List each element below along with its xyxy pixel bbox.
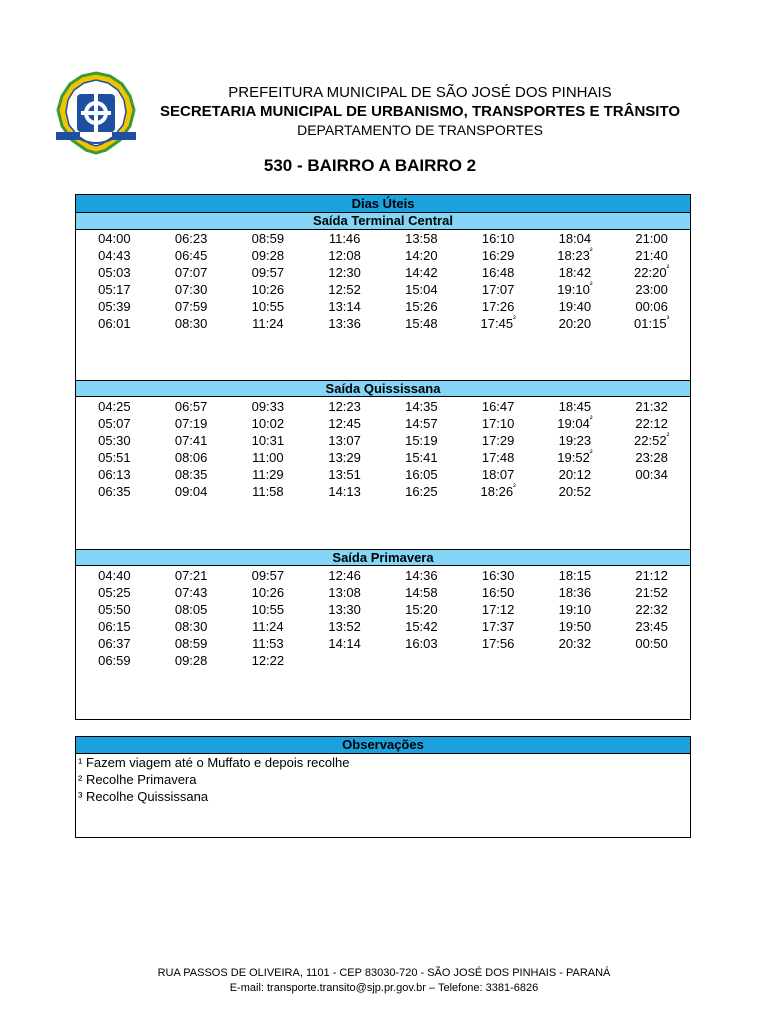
departure-time: 19:23	[558, 433, 592, 448]
departure-time: 18:04	[558, 231, 592, 246]
departure-time: 13:14	[328, 299, 361, 314]
departure-time: 09:57	[251, 568, 285, 583]
departure-time: 17:56	[481, 636, 515, 651]
departure-time: 13:07	[328, 433, 361, 448]
departure-time: 12:52	[328, 282, 361, 297]
departure-time: 13:51	[328, 467, 361, 482]
departure-time: 21:52	[635, 585, 668, 600]
departure-time: 11:24	[252, 316, 284, 331]
departures-grid-terminal-central	[76, 230, 690, 332]
departure-row	[76, 415, 690, 432]
departure-time	[306, 652, 383, 669]
departure-time: 21:40	[635, 248, 668, 263]
departure-time	[460, 652, 537, 669]
departure-time: 18:07	[481, 467, 515, 482]
departure-time: 17:12	[481, 602, 515, 617]
departure-time: 08:59	[251, 231, 285, 246]
departure-time: 06:23	[174, 231, 208, 246]
departure-row	[76, 449, 690, 466]
departure-time	[613, 483, 690, 500]
departure-row	[76, 432, 690, 449]
departure-time: 08:05	[174, 602, 208, 617]
departure-time: 12:22	[251, 653, 285, 668]
departure-time: 04:00	[98, 231, 131, 246]
departure-time: 04:43	[98, 248, 131, 263]
departure-time: 19:10	[558, 602, 592, 617]
departure-time: 07:21	[174, 568, 208, 583]
departure-time: 13:36	[328, 316, 361, 331]
departure-time: 09:57	[251, 265, 285, 280]
departure-time: 10:55	[251, 602, 285, 617]
departure-time: 08:30	[174, 619, 208, 634]
departure-time: 05:50	[98, 602, 131, 617]
departure-row	[76, 635, 690, 652]
departure-time: 16:47	[481, 399, 515, 414]
observation-item: ³ Recolhe Quississana	[78, 789, 209, 804]
departure-time: 20:32	[558, 636, 592, 651]
departure-time	[613, 652, 690, 669]
departure-time: 21:00	[635, 231, 668, 246]
departure-time: 11:00	[252, 450, 284, 465]
prefecture-name: PREFEITURA MUNICIPAL DE SÃO JOSÉ DOS PINHAIS	[228, 84, 612, 101]
departure-time: 13:58	[405, 231, 438, 246]
departure-time: 06:35	[98, 484, 131, 499]
departure-time: $18:26^{^2}$	[480, 482, 516, 499]
departure-time: 04:40	[98, 568, 131, 583]
departure-time: 07:59	[174, 299, 208, 314]
section-header-quississana: Saída Quississana	[76, 380, 690, 397]
departure-time: 15:19	[405, 433, 438, 448]
departure-time: 09:04	[174, 484, 208, 499]
departure-row	[76, 584, 690, 601]
departure-time: 11:58	[252, 484, 284, 499]
departure-time	[383, 652, 460, 669]
departure-time: 18:42	[558, 265, 592, 280]
secretariat-name: SECRETARIA MUNICIPAL DE URBANISMO, TRANSPORTES E TRÂNSITO	[159, 103, 681, 120]
departure-time: 04:25	[98, 399, 131, 414]
departure-row	[76, 483, 690, 500]
departure-time: $19:10^{^2}$	[557, 280, 593, 297]
departure-time: 07:07	[174, 265, 208, 280]
departure-time: 13:52	[328, 619, 361, 634]
departure-time: 19:50	[558, 619, 592, 634]
departure-time: 14:13	[328, 484, 361, 499]
observation-item: ¹ Fazem viagem até o Muffato e depois recolhe	[78, 755, 350, 770]
departure-time: 16:50	[481, 585, 515, 600]
departure-time: 18:15	[558, 568, 592, 583]
departure-time: 12:46	[328, 568, 361, 583]
departure-time: 16:10	[481, 231, 515, 246]
departure-time: 08:30	[174, 316, 208, 331]
departure-time: $22:20^{^2}$	[634, 263, 670, 280]
departure-time: $17:45^{^2}$	[480, 314, 516, 331]
departure-time: 17:26	[481, 299, 515, 314]
departure-time: 09:33	[251, 399, 285, 414]
departure-time: 10:31	[251, 433, 285, 448]
departure-time: 16:30	[481, 568, 515, 583]
departure-time: 12:30	[328, 265, 361, 280]
departure-time: 06:15	[98, 619, 131, 634]
observations-title: Observações	[76, 737, 690, 754]
departure-time: 07:43	[174, 585, 208, 600]
departure-time: 14:42	[405, 265, 438, 280]
departure-time: 17:10	[481, 416, 515, 431]
departure-time: 10:26	[251, 282, 285, 297]
departure-time: 17:29	[481, 433, 515, 448]
departure-time: 07:30	[174, 282, 208, 297]
departure-time: 09:28	[251, 248, 285, 263]
departure-row	[76, 230, 690, 247]
departure-time: 10:02	[251, 416, 285, 431]
departure-time: 06:13	[98, 467, 131, 482]
departure-time: 18:45	[558, 399, 592, 414]
departure-time: 05:39	[98, 299, 131, 314]
departure-time: 11:46	[328, 231, 361, 246]
departure-time: 14:20	[405, 248, 438, 263]
departure-time: 15:41	[405, 450, 438, 465]
section-header-terminal-central: Saída Terminal Central	[76, 213, 690, 230]
departure-time: 06:57	[174, 399, 208, 414]
municipal-crest-logo	[50, 70, 142, 156]
departure-time: 05:25	[98, 585, 131, 600]
departure-time: 00:34	[635, 467, 668, 482]
departure-time: 23:45	[635, 619, 668, 634]
departure-time: 09:28	[174, 653, 208, 668]
departure-time: 08:35	[174, 467, 208, 482]
departure-time: 20:20	[558, 316, 592, 331]
departure-time: 07:19	[174, 416, 208, 431]
departure-time: 15:42	[405, 619, 438, 634]
departure-time: 16:05	[405, 467, 438, 482]
departure-time: 07:41	[174, 433, 208, 448]
observations-list	[78, 754, 349, 805]
departure-time: 14:57	[405, 416, 438, 431]
departure-time: 06:59	[98, 653, 131, 668]
departure-time: 05:07	[98, 416, 131, 431]
footer-contact: E-mail: transporte.transito@sjp.pr.gov.br – Telefone: 3381-6826	[229, 982, 539, 994]
departure-time: 05:03	[98, 265, 131, 280]
departure-time: 06:37	[98, 636, 131, 651]
departures-grid-primavera	[76, 567, 690, 669]
departure-time: 22:12	[635, 416, 668, 431]
departure-time: 14:36	[405, 568, 438, 583]
departure-time: 06:45	[174, 248, 208, 263]
departure-time: 17:37	[481, 619, 515, 634]
departure-time	[537, 652, 614, 669]
departure-time: 15:48	[405, 316, 438, 331]
departure-time: 14:14	[328, 636, 361, 651]
departure-time: 06:01	[98, 316, 131, 331]
departure-time: 11:29	[252, 467, 284, 482]
departure-time: 13:30	[328, 602, 361, 617]
departure-time: 12:23	[328, 399, 361, 414]
departure-time: 16:48	[481, 265, 515, 280]
departure-time: 16:25	[405, 484, 438, 499]
departure-time: 18:36	[558, 585, 592, 600]
departure-time: 13:29	[328, 450, 361, 465]
departure-time: 17:07	[481, 282, 515, 297]
departure-time: 21:32	[635, 399, 668, 414]
departure-row	[76, 652, 690, 669]
departure-row	[76, 466, 690, 483]
departure-time: 20:12	[558, 467, 592, 482]
departure-time: $18:23^{^2}$	[557, 246, 593, 263]
route-title: 530 - BAIRRO A BAIRRO 2	[263, 156, 477, 175]
departure-time: 05:17	[98, 282, 131, 297]
departure-time: 14:58	[405, 585, 438, 600]
departure-time: $01:15^{^3}$	[634, 314, 670, 331]
departure-time: 23:28	[635, 450, 668, 465]
departure-time: 13:08	[328, 585, 361, 600]
departure-time: 05:30	[98, 433, 131, 448]
departure-time: $19:04^{^2}$	[557, 414, 593, 431]
departure-time: 11:53	[252, 636, 284, 651]
departure-row	[76, 298, 690, 315]
departure-time: 14:35	[405, 399, 438, 414]
departure-time: 00:06	[635, 299, 668, 314]
departure-time: 16:03	[405, 636, 438, 651]
departure-time: 10:55	[251, 299, 285, 314]
departure-time: 20:52	[558, 484, 592, 499]
observations-box	[75, 736, 691, 838]
departure-row	[76, 601, 690, 618]
departure-time: 05:51	[98, 450, 131, 465]
day-type-header: Dias Úteis	[76, 195, 690, 213]
departure-time: $22:52^{^2}$	[634, 431, 670, 448]
departure-time: 15:04	[405, 282, 438, 297]
departure-row	[76, 264, 690, 281]
departures-grid-quississana	[76, 398, 690, 500]
departure-time: 17:48	[481, 450, 515, 465]
departure-time: 15:26	[405, 299, 438, 314]
schedule-table	[75, 194, 691, 720]
departure-row	[76, 281, 690, 298]
departure-time: 21:12	[635, 568, 668, 583]
departure-time: 22:32	[635, 602, 668, 617]
departure-time: 15:20	[405, 602, 438, 617]
department-name: DEPARTAMENTO DE TRANSPORTES	[297, 122, 543, 138]
footer-address: RUA PASSOS DE OLIVEIRA, 1101 - CEP 83030-720 - SÃO JOSÉ DOS PINHAIS - PARANÁ	[157, 967, 611, 979]
observation-item: ² Recolhe Primavera	[78, 772, 197, 787]
departure-row	[76, 247, 690, 264]
departure-time: 16:29	[481, 248, 515, 263]
departure-time: 19:40	[558, 299, 592, 314]
departure-time: $19:52^{^2}$	[557, 448, 593, 465]
departure-row	[76, 567, 690, 584]
departure-row	[76, 315, 690, 332]
section-header-primavera: Saída Primavera	[76, 549, 690, 566]
departure-time: 11:24	[252, 619, 284, 634]
departure-time: 23:00	[635, 282, 668, 297]
departure-time: 08:59	[174, 636, 208, 651]
departure-time: 12:45	[328, 416, 361, 431]
departure-time: 00:50	[635, 636, 668, 651]
departure-time: 12:08	[328, 248, 361, 263]
departure-time: 08:06	[174, 450, 208, 465]
departure-time: 10:26	[251, 585, 285, 600]
departure-row	[76, 398, 690, 415]
departure-row	[76, 618, 690, 635]
